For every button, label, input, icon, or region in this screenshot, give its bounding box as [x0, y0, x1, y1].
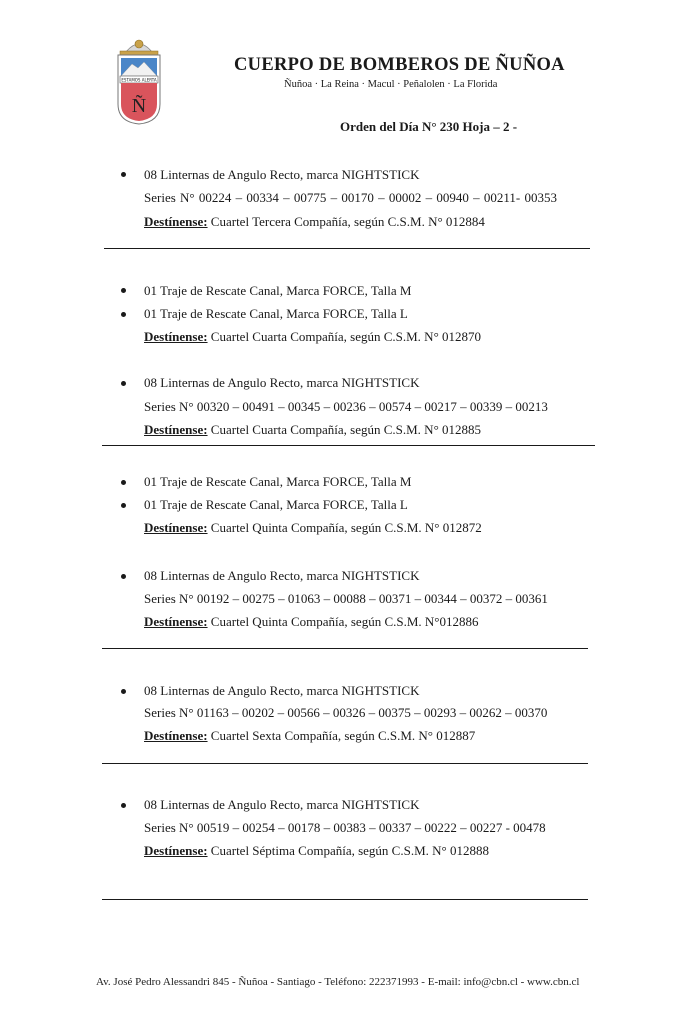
- item-line: 01 Traje de Rescate Canal, Marca FORCE, Talla L: [144, 306, 408, 321]
- organization-communes: Ñuñoa · La Reina · Macul · Peñalolen · La Florida: [284, 79, 498, 90]
- item-line: 08 Linternas de Angulo Recto, marca NIGHTSTICK: [144, 167, 420, 182]
- item-line: 08 Linternas de Angulo Recto, marca NIGHTSTICK: [144, 683, 420, 698]
- bullet-icon: [121, 312, 126, 317]
- item-line: 01 Traje de Rescate Canal, Marca FORCE, Talla M: [144, 474, 412, 489]
- destination-value: Cuartel Séptima Compañía, según C.S.M. N° 012888: [210, 843, 489, 858]
- bullet-icon: [121, 480, 126, 485]
- series-line: Series N° 00224 – 00334 – 00775 – 00170 – 00002 – 00940 – 00211- 00353: [144, 190, 557, 205]
- destination-value: Cuartel Tercera Compañía, según C.S.M. N° 012884: [210, 214, 485, 229]
- series-line: Series N° 00320 – 00491 – 00345 – 00236 – 00574 – 00217 – 00339 – 00213: [144, 399, 548, 414]
- destination-value: Cuartel Quinta Compañía, según C.S.M. N° 012872: [210, 520, 482, 535]
- destination-value: Cuartel Cuarta Compañía, según C.S.M. N° 012870: [210, 329, 482, 344]
- destination-label: Destínense:: [144, 329, 208, 344]
- item-line: 08 Linternas de Angulo Recto, marca NIGHTSTICK: [144, 568, 420, 583]
- bullet-icon: [121, 689, 126, 694]
- logo-motto-text: ESTAMOS ALERTA: [121, 77, 157, 83]
- series-line: Series N° 01163 – 00202 – 00566 – 00326 – 00375 – 00293 – 00262 – 00370: [144, 705, 548, 720]
- bullet-icon: [121, 381, 126, 386]
- item-line: 01 Traje de Rescate Canal, Marca FORCE, Talla L: [144, 497, 408, 512]
- bullet-icon: [121, 503, 126, 508]
- series-line: Series N° 00192 – 00275 – 01063 – 00088 – 00371 – 00344 – 00372 – 00361: [144, 591, 548, 606]
- destination-label: Destínense:: [144, 843, 208, 858]
- item-line: 01 Traje de Rescate Canal, Marca FORCE, Talla M: [144, 283, 412, 298]
- destination-label: Destínense:: [144, 614, 208, 629]
- destination-value: Cuartel Cuarta Compañía, según C.S.M. N° 012885: [210, 422, 482, 437]
- destination-line: [144, 520, 482, 536]
- section-divider: [102, 445, 595, 446]
- item-line: 08 Linternas de Angulo Recto, marca NIGHTSTICK: [144, 375, 420, 390]
- section-divider: [102, 899, 588, 900]
- organization-title: CUERPO DE BOMBEROS DE ÑUÑOA: [234, 55, 565, 75]
- fire-department-crest-logo: [114, 34, 164, 126]
- item-line: 08 Linternas de Angulo Recto, marca NIGHTSTICK: [144, 797, 420, 812]
- destination-label: Destínense:: [144, 520, 208, 535]
- destination-line: [144, 728, 475, 744]
- logo-letter: Ñ: [131, 95, 147, 117]
- destination-value: Cuartel Sexta Compañía, según C.S.M. N° 012887: [210, 728, 476, 743]
- destination-label: Destínense:: [144, 728, 208, 743]
- destination-line: [144, 422, 481, 438]
- bullet-icon: [121, 172, 126, 177]
- destination-value: Cuartel Quinta Compañía, según C.S.M. N°012886: [210, 614, 479, 629]
- bullet-icon: [121, 288, 126, 293]
- destination-line: [144, 614, 479, 630]
- section-divider: [102, 763, 588, 764]
- section-divider: [102, 648, 588, 649]
- bullet-icon: [121, 574, 126, 579]
- destination-line: [144, 214, 485, 230]
- series-line: Series N° 00519 – 00254 – 00178 – 00383 – 00337 – 00222 – 00227 - 00478: [144, 820, 546, 835]
- order-of-the-day: Orden del Día N° 230 Hoja – 2 -: [340, 119, 518, 134]
- destination-label: Destínense:: [144, 422, 208, 437]
- destination-line: [144, 329, 481, 345]
- footer-contact: Av. José Pedro Alessandri 845 - Ñuñoa - Santiago - Teléfono: 222371993 - E-mail: info@cbn.cl - www.cbn.cl: [96, 976, 580, 988]
- bullet-icon: [121, 803, 126, 808]
- destination-label: Destínense:: [144, 214, 208, 229]
- section-divider: [104, 248, 590, 249]
- destination-line: [144, 843, 489, 859]
